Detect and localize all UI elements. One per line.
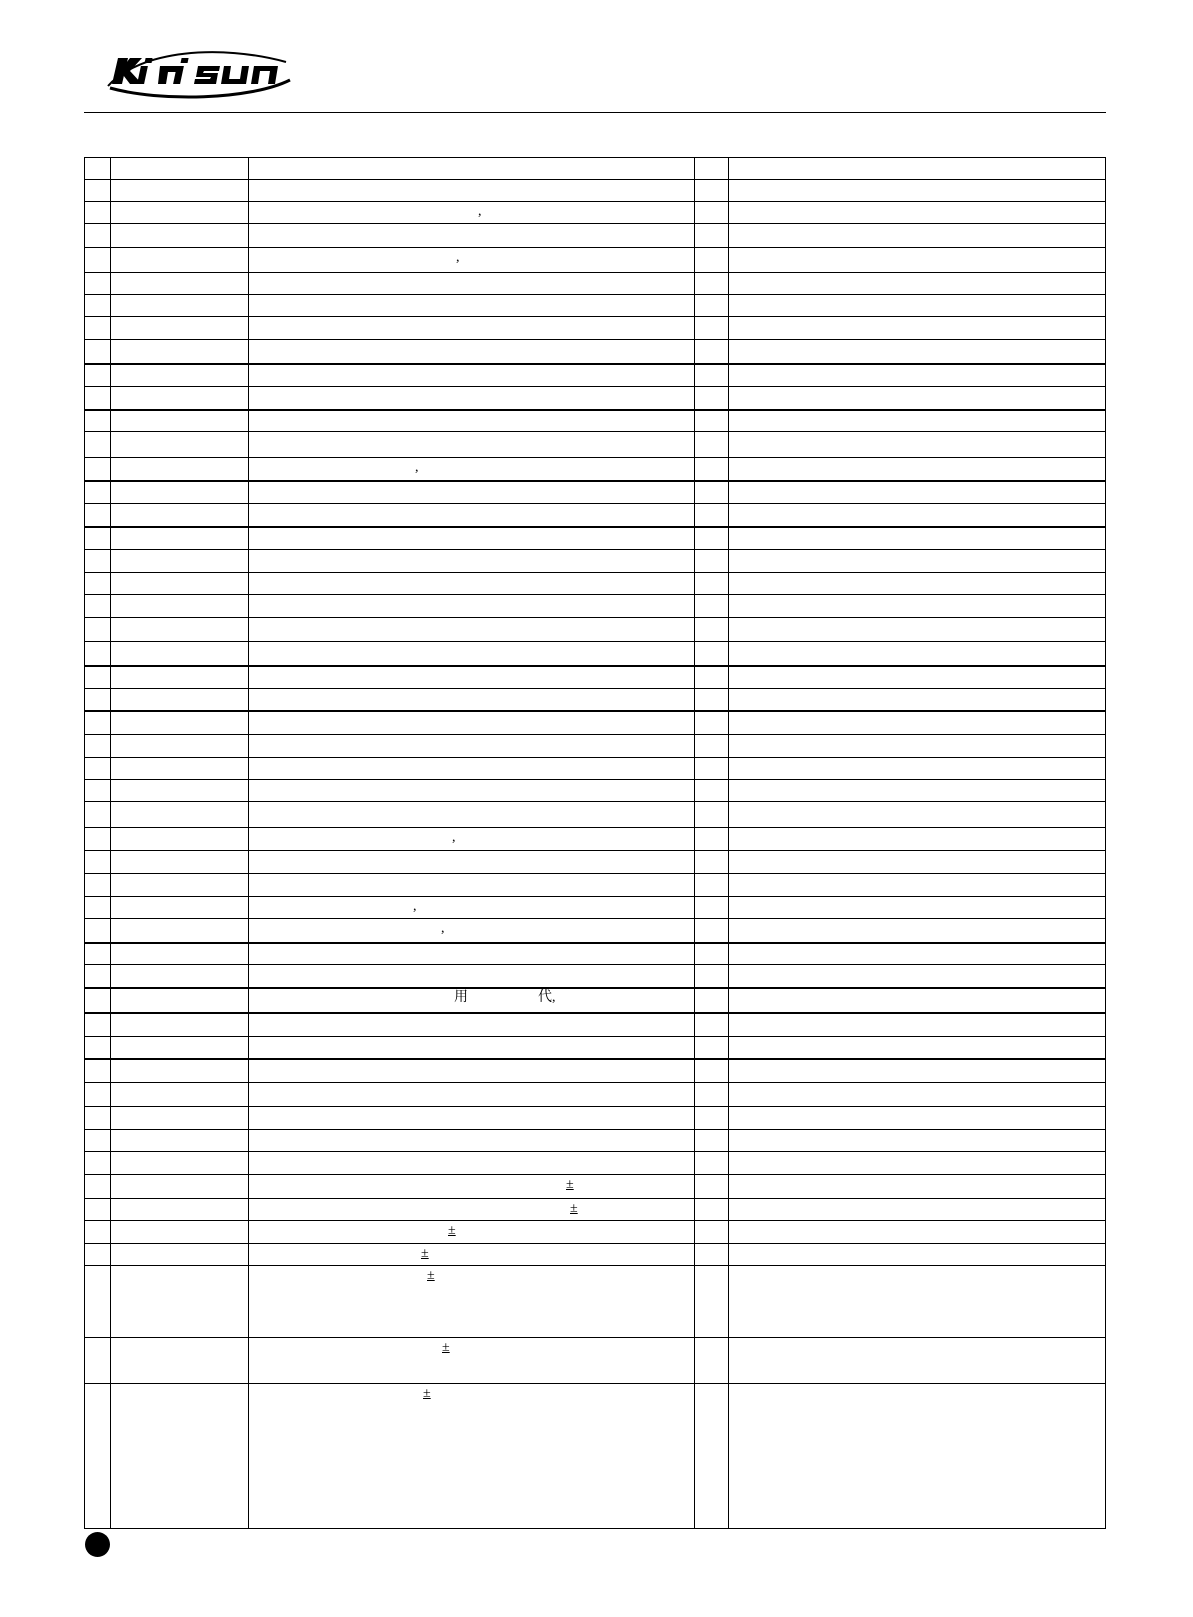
description-mark: ± xyxy=(442,1340,450,1355)
row-divider xyxy=(85,503,1105,504)
row-divider xyxy=(85,1337,1105,1338)
description-mark: ± xyxy=(421,1246,429,1261)
row-divider xyxy=(85,316,1105,317)
row-divider xyxy=(85,294,1105,295)
row-divider xyxy=(85,1174,1105,1175)
description-mark: ± xyxy=(448,1223,456,1238)
row-divider xyxy=(85,665,1105,667)
header-rule xyxy=(84,112,1106,113)
row-divider xyxy=(85,223,1105,224)
description-mark: , xyxy=(415,460,419,475)
row-divider xyxy=(85,1012,1105,1014)
row-divider xyxy=(85,617,1105,618)
row-divider xyxy=(85,431,1105,432)
description-mark: 代, xyxy=(538,990,556,1005)
row-divider xyxy=(85,641,1105,642)
row-divider xyxy=(85,942,1105,944)
row-divider xyxy=(85,1036,1105,1037)
row-divider xyxy=(85,779,1105,780)
row-divider xyxy=(85,386,1105,387)
row-divider xyxy=(85,1265,1105,1266)
row-divider xyxy=(85,987,1105,989)
row-divider xyxy=(85,1383,1105,1384)
row-divider xyxy=(85,457,1105,458)
kirisun-logo xyxy=(100,42,300,102)
row-divider xyxy=(85,247,1105,248)
row-divider xyxy=(85,409,1105,411)
row-divider xyxy=(85,873,1105,874)
row-divider xyxy=(85,827,1105,828)
row-divider xyxy=(85,1058,1105,1060)
description-mark: 用 xyxy=(454,990,468,1005)
description-mark: , xyxy=(441,921,445,936)
row-divider xyxy=(85,1198,1105,1199)
row-divider xyxy=(85,850,1105,851)
row-divider xyxy=(85,363,1105,365)
row-divider xyxy=(85,801,1105,802)
description-mark: , xyxy=(413,899,417,914)
row-divider xyxy=(85,201,1105,202)
row-divider xyxy=(85,179,1105,180)
row-divider xyxy=(85,896,1105,897)
description-mark: , xyxy=(478,204,482,219)
description-mark: , xyxy=(456,250,460,265)
row-divider xyxy=(85,757,1105,758)
row-divider xyxy=(85,572,1105,573)
parts-list-table xyxy=(84,157,1106,1529)
row-divider xyxy=(85,480,1105,482)
row-divider xyxy=(85,526,1105,528)
row-divider xyxy=(85,1243,1105,1244)
row-divider xyxy=(85,272,1105,273)
description-mark: , xyxy=(452,830,456,845)
row-divider xyxy=(85,1151,1105,1152)
description-mark: ± xyxy=(427,1268,435,1283)
row-divider xyxy=(85,1220,1105,1221)
row-divider xyxy=(85,1106,1105,1107)
row-divider xyxy=(85,1082,1105,1083)
row-divider xyxy=(85,594,1105,595)
description-mark: ± xyxy=(566,1177,574,1192)
row-divider xyxy=(85,734,1105,735)
row-divider xyxy=(85,918,1105,919)
row-divider xyxy=(85,1129,1105,1130)
page-number-dot xyxy=(85,1532,110,1557)
row-divider xyxy=(85,710,1105,712)
row-divider xyxy=(85,339,1105,340)
row-divider xyxy=(85,688,1105,689)
description-mark: ± xyxy=(570,1201,578,1216)
description-mark: ± xyxy=(423,1386,431,1401)
row-divider xyxy=(85,964,1105,965)
row-divider xyxy=(85,549,1105,550)
